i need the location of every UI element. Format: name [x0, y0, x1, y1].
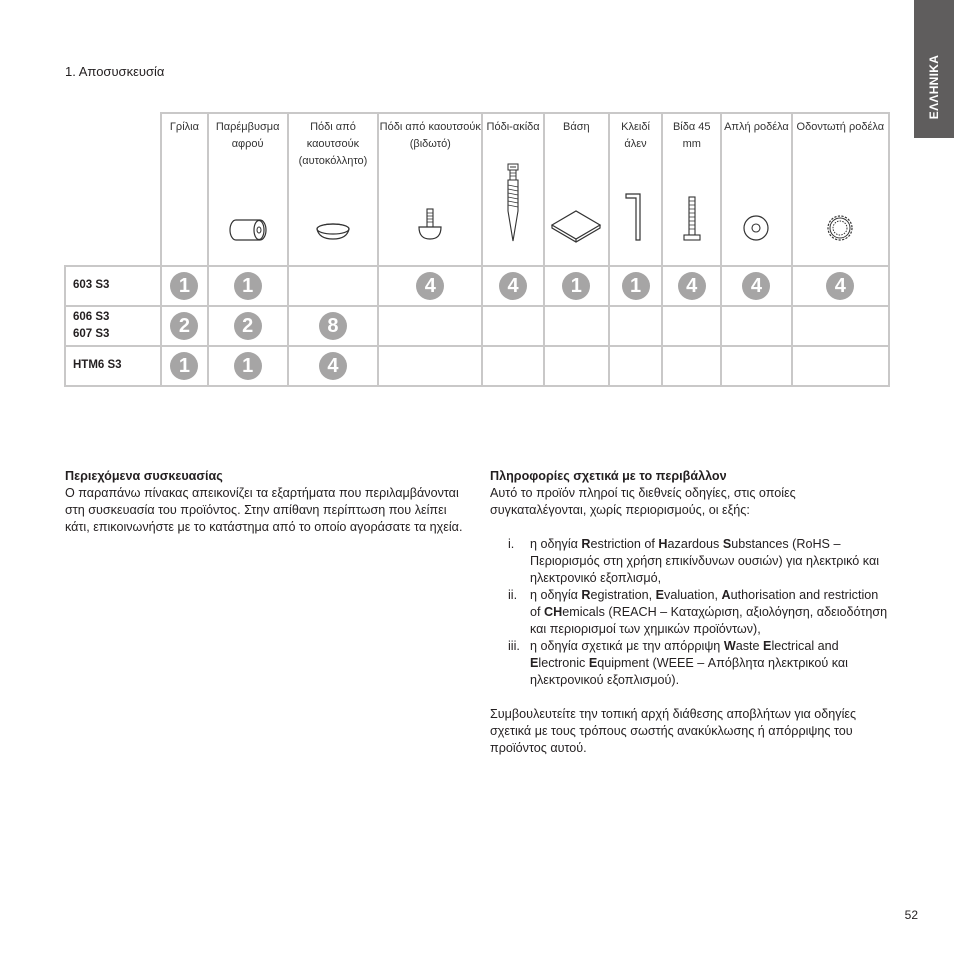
bolt-icon	[663, 195, 720, 243]
directives-list	[490, 536, 890, 689]
quantity-cell	[792, 346, 889, 386]
quantity-cell	[288, 346, 378, 386]
environmental-intro: Αυτό το προϊόν πληροί τις διεθνείς οδηγίες, στις οποίες συγκαταλέγονται, χωρίς περιορισμούς, οι εξής:	[490, 486, 796, 517]
directive-initial: A	[721, 588, 731, 602]
section-title: 1. Αποσυσκευσία	[65, 64, 165, 79]
header-cell	[609, 113, 662, 266]
header-label: Πόδι-ακίδα	[486, 121, 540, 133]
directive-number: ii.	[508, 588, 518, 602]
model-line: 603 S3	[73, 279, 110, 292]
directive-number: iii.	[508, 639, 520, 653]
header-label: Βίδα 45 mm	[672, 121, 711, 150]
header-label: Πόδι από καουτσούκ (βιδωτό)	[379, 121, 481, 150]
quantity-badge: 4	[499, 272, 527, 300]
quantity-cell	[544, 266, 609, 306]
directive-text: emicals (REACH – Καταχώριση, αξιολόγηση, αδειοδότηση και περιορισμοί των χημικών προϊόντων),	[530, 605, 888, 636]
header-cell	[544, 113, 609, 266]
quantity-cell	[609, 266, 662, 306]
table-row	[65, 346, 889, 386]
toothed-washer-icon	[793, 213, 888, 243]
quantity-cell	[482, 306, 543, 346]
quantity-badge: 4	[742, 272, 770, 300]
directive-initial: E	[530, 656, 539, 670]
quantity-cell	[482, 346, 543, 386]
directive-initial: H	[658, 537, 668, 551]
quantity-cell	[161, 266, 207, 306]
model-name	[65, 266, 161, 306]
quantity-cell	[482, 266, 543, 306]
quantity-cell	[161, 306, 207, 346]
directive-text: valuation,	[664, 588, 722, 602]
allen-key-icon	[610, 191, 661, 243]
directive-initial: CH	[544, 605, 563, 619]
model-name	[65, 306, 161, 346]
quantity-cell	[721, 306, 791, 346]
quantity-cell	[378, 346, 482, 386]
package-contents-heading: Περιεχόμενα συσκευασίας	[65, 469, 223, 483]
spike-icon	[483, 163, 542, 243]
directive-initial: W	[723, 639, 736, 653]
directive-item	[490, 638, 890, 689]
directive-initial: R	[581, 588, 591, 602]
directive-initial: S	[722, 537, 732, 551]
quantity-cell	[288, 306, 378, 346]
language-tab	[914, 0, 954, 138]
quantity-badge: 4	[416, 272, 444, 300]
directive-text: uthorisation and restriction of	[530, 588, 879, 619]
directive-text: lectronic	[538, 656, 589, 670]
quantity-badge: 1	[234, 352, 262, 380]
base-plate-icon	[545, 207, 608, 243]
directive-text: η οδηγία	[530, 537, 582, 551]
quantity-cell	[721, 346, 791, 386]
environmental-outro: Συμβουλευτείτε την τοπική αρχή διάθεσης αποβλήτων για οδηγίες σχετικά με τους τρόπους σωστής ανακύκλωσης ή απόρριψης του προϊόντος αυτού.	[490, 707, 857, 755]
model-line: 607 S3	[73, 327, 110, 340]
package-contents-table	[64, 112, 890, 387]
directive-text: aste	[735, 639, 764, 653]
directive-initial: E	[763, 639, 772, 653]
directive-text: η οδηγία σχετικά με την απόρριψη	[530, 639, 724, 653]
quantity-badge: 1	[170, 352, 198, 380]
directive-text: estriction of	[590, 537, 659, 551]
header-cell	[482, 113, 543, 266]
quantity-cell	[378, 266, 482, 306]
quantity-cell	[662, 266, 721, 306]
directive-initial: R	[581, 537, 591, 551]
header-cell	[662, 113, 721, 266]
header-cell	[161, 113, 207, 266]
model-name	[65, 346, 161, 386]
header-label: Οδοντωτή ροδέλα	[796, 121, 885, 133]
quantity-cell	[208, 266, 288, 306]
quantity-badge: 8	[319, 312, 347, 340]
header-label: Απλή ροδέλα	[724, 121, 789, 133]
quantity-cell	[544, 346, 609, 386]
header-label: Πόδι από καουτσούκ (αυτοκόλλητο)	[298, 121, 368, 167]
quantity-badge: 4	[678, 272, 706, 300]
quantity-badge: 4	[319, 352, 347, 380]
quantity-cell	[609, 306, 662, 346]
quantity-cell	[662, 306, 721, 346]
directive-initial: E	[588, 656, 598, 670]
quantity-cell	[662, 346, 721, 386]
washer-icon	[722, 213, 790, 243]
header-corner	[65, 113, 161, 266]
foam-bung-icon	[209, 217, 287, 243]
header-label: Γρίλια	[169, 121, 199, 133]
quantity-badge: 1	[170, 272, 198, 300]
directive-text: lectrical and	[771, 639, 839, 653]
model-line: HTM6 S3	[73, 359, 122, 372]
directive-text: egistration,	[590, 588, 656, 602]
directive-item	[490, 536, 890, 587]
table-header-row	[65, 113, 889, 266]
quantity-cell	[609, 346, 662, 386]
header-label: Βάση	[563, 121, 590, 133]
header-cell	[721, 113, 791, 266]
directive-text: azardous	[667, 537, 723, 551]
screw-in-foot-icon	[379, 207, 481, 243]
package-contents-section	[65, 468, 465, 536]
environmental-heading: Πληροφορίες σχετικά με το περιβάλλον	[490, 469, 727, 483]
header-cell	[208, 113, 288, 266]
language-tab-label: ΕΛΛΗΝΙΚΑ	[927, 54, 941, 120]
directive-text: quipment (WEEE – Απόβλητα ηλεκτρικού και ηλεκτρονικού εξοπλισμού).	[530, 656, 848, 687]
quantity-badge: 1	[234, 272, 262, 300]
table-row	[65, 306, 889, 346]
environmental-section	[490, 468, 890, 757]
quantity-cell	[161, 346, 207, 386]
quantity-badge: 2	[170, 312, 198, 340]
header-cell	[288, 113, 378, 266]
quantity-cell	[721, 266, 791, 306]
directive-number: i.	[508, 537, 515, 551]
header-cell	[378, 113, 482, 266]
rubber-foot-icon	[289, 221, 377, 243]
quantity-cell	[288, 266, 378, 306]
directive-initial: E	[655, 588, 665, 602]
model-line: 606 S3	[73, 310, 110, 323]
header-label: Παρέμβυσμα αφρού	[215, 121, 280, 150]
quantity-cell	[544, 306, 609, 346]
quantity-cell	[792, 306, 889, 346]
package-contents-body: Ο παραπάνω πίνακας απεικονίζει τα εξαρτήματα που περιλαμβάνονται στη συσκευασία του προϊόντος. Στην απίθανη περίπτωση που λείπει κάτι, επικοινωνήστε με το κατάστημα από το οποίο αγοράσατε τα ηχεία.	[65, 486, 463, 534]
quantity-badge: 4	[826, 272, 854, 300]
directive-text: ubstances (RoHS – Περιορισμός στη χρήση επικίνδυνων ουσιών) για ηλεκτρικό και ηλεκτρονικό εξοπλισμό,	[530, 537, 880, 585]
quantity-cell	[378, 306, 482, 346]
directive-text: η οδηγία	[530, 588, 582, 602]
table-row	[65, 266, 889, 306]
header-label: Κλειδί άλεν	[621, 121, 650, 150]
quantity-badge: 1	[622, 272, 650, 300]
quantity-cell	[792, 266, 889, 306]
page-number: 52	[904, 908, 918, 922]
directive-item	[490, 587, 890, 638]
quantity-badge: 2	[234, 312, 262, 340]
header-cell	[792, 113, 889, 266]
quantity-cell	[208, 306, 288, 346]
quantity-cell	[208, 346, 288, 386]
quantity-badge: 1	[562, 272, 590, 300]
